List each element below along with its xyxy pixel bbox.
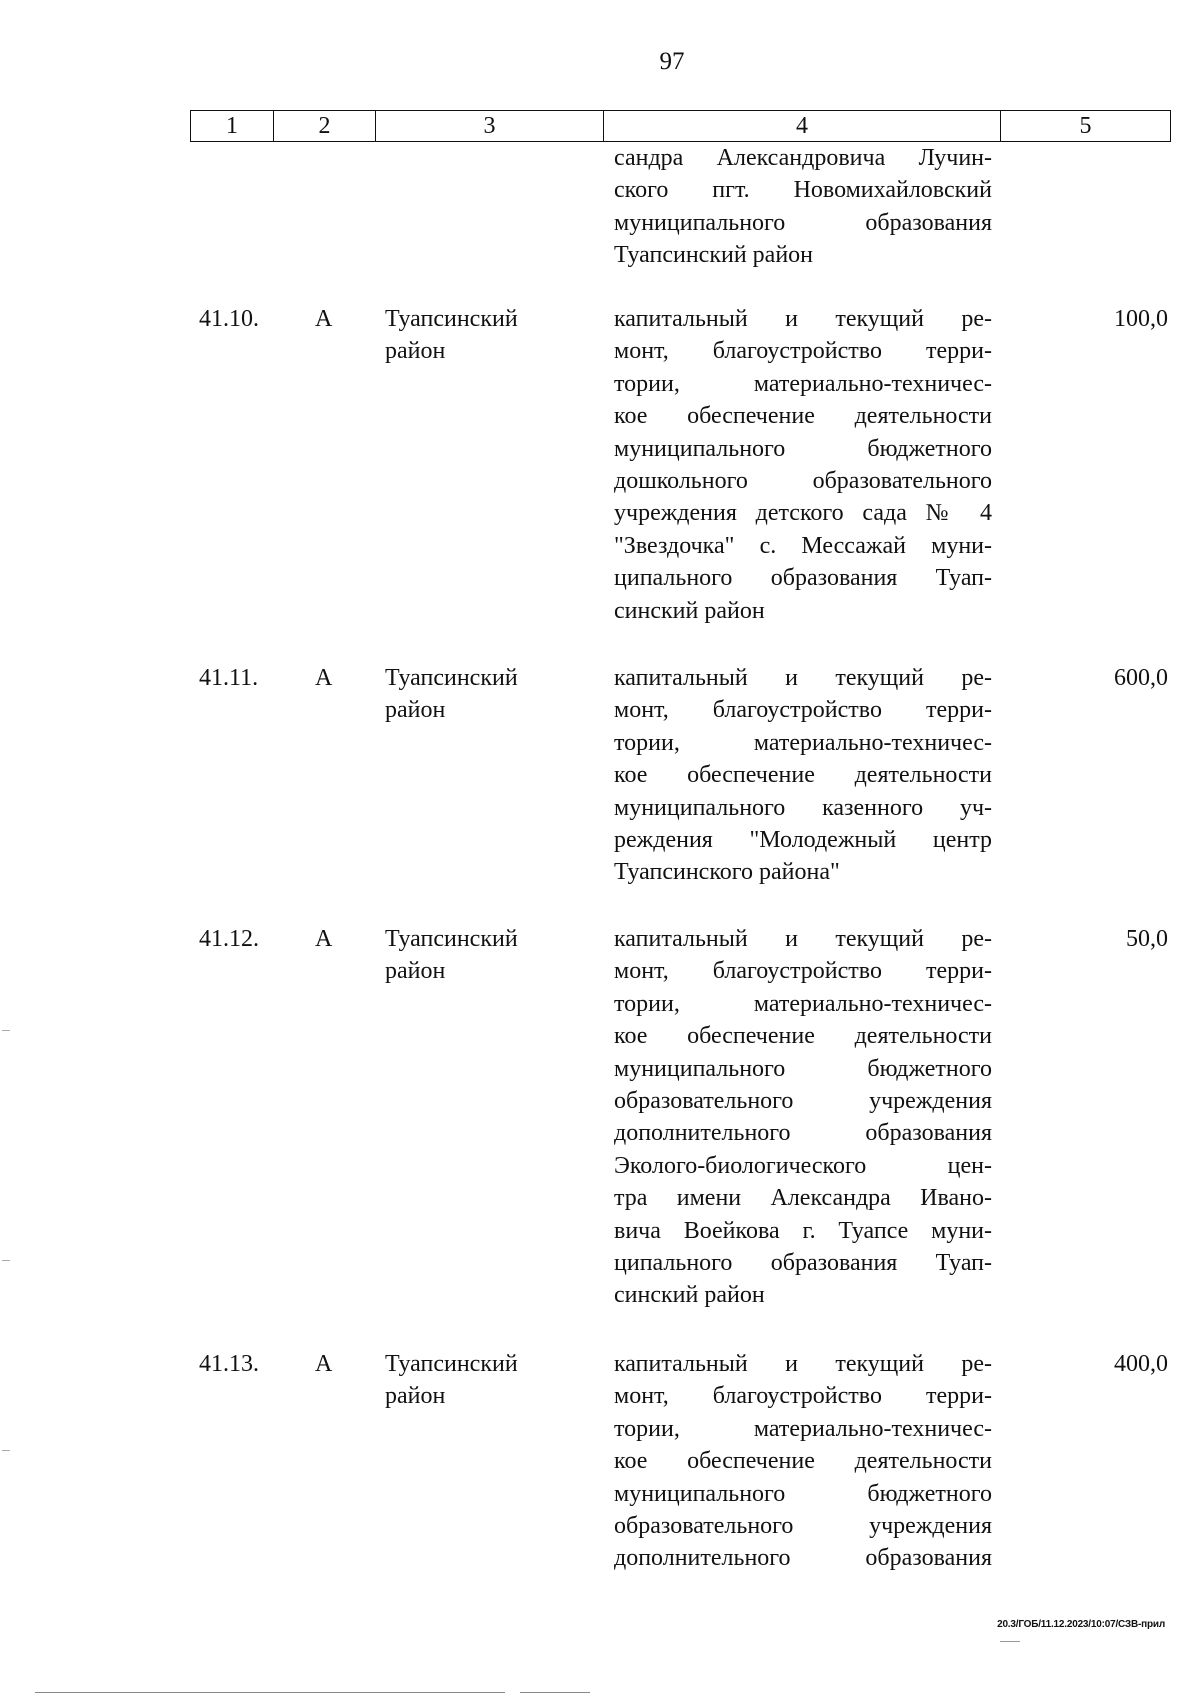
district-line: район [385, 697, 446, 724]
continuation-description [614, 142, 992, 272]
document-footer-code: 20.3/ГОБ/11.12.2023/10:07/СЗВ-прил [997, 1619, 1165, 1630]
column-header-row [191, 111, 1171, 142]
description-line: синский район [614, 597, 765, 624]
description-line: монт, благоустройство терри- [614, 697, 992, 724]
description-line: "Звездочка" с. Мессажай муни- [614, 532, 992, 559]
description-line: сандра Александровича Лучин- [614, 145, 992, 171]
row-district [385, 923, 585, 988]
column-header-table [190, 110, 1171, 142]
row-category: А [315, 926, 333, 952]
row-description [614, 303, 992, 627]
scan-edge-mark [2, 1030, 10, 1031]
description-line: дошкольного образовательного [614, 468, 992, 495]
row-amount: 400,0 [1114, 1351, 1168, 1377]
description-line: муниципального образования [614, 209, 992, 236]
district-line: район [385, 1383, 446, 1410]
district-line: район [385, 338, 446, 365]
row-category: А [315, 306, 333, 332]
column-header-1: 1 [191, 111, 274, 142]
description-line: тории, материально-техничес- [614, 370, 992, 397]
row-number: 41.11. [199, 665, 259, 691]
row-number: 41.10. [199, 306, 259, 332]
district-line: Туапсинский [385, 306, 518, 332]
scan-bottom-line [35, 1692, 505, 1693]
row-description [614, 662, 992, 889]
description-line: монт, благоустройство терри- [614, 958, 992, 985]
row-district [385, 1348, 585, 1413]
description-line: ципального образования Туап- [614, 565, 992, 592]
page-number: 97 [659, 48, 685, 75]
column-header-5: 5 [1001, 111, 1171, 142]
description-line: учреждения детского сада № 4 [614, 500, 992, 527]
description-line: Эколого-биологического цен- [614, 1152, 992, 1179]
description-line: синский район [614, 1282, 765, 1309]
description-line: капитальный и текущий ре- [614, 306, 992, 332]
description-line: тории, материально-техничес- [614, 729, 992, 756]
description-line: капитальный и текущий ре- [614, 926, 992, 952]
description-line: капитальный и текущий ре- [614, 665, 992, 691]
description-line: муниципального бюджетного [614, 435, 992, 462]
description-line: образовательного учреждения [614, 1513, 992, 1540]
row-category: А [315, 665, 333, 691]
description-line: Туапсинский район [614, 242, 814, 269]
description-line: Туапсинского района" [614, 859, 840, 886]
description-line: реждения "Молодежный центр [614, 827, 992, 854]
description-line: тории, материально-техничес- [614, 990, 992, 1017]
district-line: район [385, 958, 446, 985]
district-line: Туапсинский [385, 1351, 518, 1377]
row-description [614, 1348, 992, 1575]
scan-edge-mark [2, 1450, 10, 1451]
row-amount: 100,0 [1114, 306, 1168, 332]
description-line: кое обеспечение деятельности [614, 1448, 992, 1475]
row-amount: 600,0 [1114, 665, 1168, 691]
description-line: образовательного учреждения [614, 1088, 992, 1115]
column-header-3: 3 [376, 111, 604, 142]
description-line: муниципального бюджетного [614, 1480, 992, 1507]
row-number: 41.12. [199, 926, 259, 952]
description-line: муниципального бюджетного [614, 1055, 992, 1082]
row-amount: 50,0 [1126, 926, 1168, 952]
scan-bottom-line [520, 1692, 590, 1693]
description-line: дополнительного образования [614, 1545, 992, 1572]
description-line: монт, благоустройство терри- [614, 1383, 992, 1410]
description-line: ского пгт. Новомихайловский [614, 177, 992, 204]
description-line: вича Воейкова г. Туапсе муни- [614, 1217, 992, 1244]
row-category: А [315, 1351, 333, 1377]
footer-underline [1000, 1641, 1020, 1642]
district-line: Туапсинский [385, 926, 518, 952]
row-number: 41.13. [199, 1351, 259, 1377]
description-line: кое обеспечение деятельности [614, 1023, 992, 1050]
description-line: тра имени Александра Ивано- [614, 1185, 992, 1212]
description-line: кое обеспечение деятельности [614, 762, 992, 789]
row-district [385, 662, 585, 727]
description-line: монт, благоустройство терри- [614, 338, 992, 365]
column-header-2: 2 [274, 111, 376, 142]
row-description [614, 923, 992, 1312]
scan-edge-mark [2, 1260, 10, 1261]
row-district [385, 303, 585, 368]
description-line: тории, материально-техничес- [614, 1415, 992, 1442]
description-line: ципального образования Туап- [614, 1250, 992, 1277]
description-line: кое обеспечение деятельности [614, 403, 992, 430]
description-line: муниципального казенного уч- [614, 794, 992, 821]
column-header-4: 4 [604, 111, 1001, 142]
description-line: дополнительного образования [614, 1120, 992, 1147]
description-line: капитальный и текущий ре- [614, 1351, 992, 1377]
district-line: Туапсинский [385, 665, 518, 691]
